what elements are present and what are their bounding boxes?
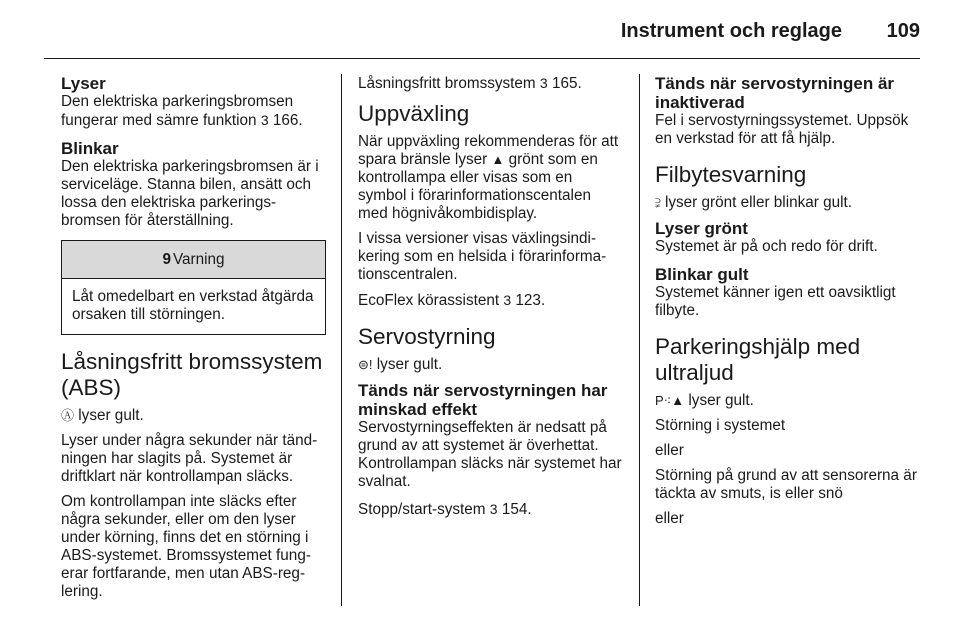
text-servo-reduced: Servostyrningseffekten är nedsatt på grund av att systemet är överhettat. Kontrollampan släcks när systemet har svalnat.	[358, 419, 622, 490]
column-divider-2	[639, 74, 640, 606]
warning-header	[62, 241, 325, 279]
column-3	[655, 74, 925, 535]
text-park-1: Störning i systemet	[655, 417, 786, 434]
text-lyser	[61, 93, 326, 130]
abs-lyser-text: lyser gult.	[78, 407, 144, 424]
text-abs-1: Lyser under några sekunder när tändningen har slagits på. Systemet är driftklart när kontrollampan släcks.	[61, 432, 318, 485]
lane-change-icon: ⫌	[655, 195, 661, 210]
ref-abs-text: Låsningsfritt bromssystem	[358, 75, 536, 92]
steering-warning-icon: ⊜!	[358, 357, 373, 372]
text-blinkar-gult: Systemet känner igen ett oavsiktligt filbyte.	[655, 284, 896, 319]
page-number: 109	[886, 20, 920, 42]
ref-arrow-icon: 3	[503, 292, 512, 308]
header-rule	[44, 58, 920, 59]
heading-uppvaxling: Uppväxling	[358, 101, 470, 126]
warning-icon: 9	[162, 250, 171, 268]
ref-arrow-icon: 3	[539, 75, 548, 91]
ref-eco-text: EcoFlex körassistent	[358, 292, 500, 309]
text-filbyte	[655, 194, 925, 212]
heading-filbytesvarning: Filbytesvarning	[655, 162, 807, 187]
text-park-3: Störning på grund av att sensorerna är täckta av smuts, is eller snö	[655, 467, 917, 502]
column-divider-1	[341, 74, 342, 606]
text-lyser-body: Den elektriska parkeringsbromsen fungerar med sämre funktion	[61, 93, 294, 129]
page-title: Instrument och reglage	[620, 20, 842, 42]
section-lyser	[61, 74, 326, 130]
text-park-4: eller	[655, 510, 684, 527]
column-1	[61, 74, 326, 608]
text-lyser-gront: Systemet är på och redo för drift.	[655, 238, 878, 255]
section-servo-reduced	[358, 381, 623, 491]
ref-page: 154.	[501, 501, 532, 518]
heading-servostyrning: Servostyrning	[358, 324, 496, 349]
section-servo-inactive	[655, 74, 925, 148]
ref-abs	[358, 74, 623, 93]
abs-icon: Ⓐ	[61, 408, 75, 423]
text-uppvaxling-1	[358, 133, 623, 223]
filbyte-text: lyser grönt eller blinkar gult.	[664, 194, 853, 211]
parking-assist-icon: P⁖▲	[655, 393, 685, 408]
heading-blinkar: Blinkar	[61, 139, 119, 158]
upp-text-a: När uppväxling rekommenderas för att spara bränsle lyser	[358, 133, 619, 168]
heading-servo-reduced: Tänds när servostyrningen har minskad effekt	[358, 381, 608, 419]
text-servo-inactive: Fel i servostyrningssystemet. Uppsök en verkstad för att få hjälp.	[655, 112, 909, 147]
park-lyser-text: lyser gult.	[688, 392, 754, 409]
heading-parkeringshjalp: Parkeringshjälp med ultraljud	[655, 334, 861, 385]
section-lyser-gront	[655, 219, 925, 256]
upp-text-b: grönt som en kontrollampa eller visas som en symbol i förarinformationscentalen med högnivåkombidisplay.	[358, 151, 598, 222]
text-park-2: eller	[655, 442, 684, 459]
ref-arrow-icon: 3	[489, 501, 498, 517]
heading-abs: Låsningsfritt bromssystem (ABS)	[61, 349, 323, 400]
ref-stopstart	[358, 500, 623, 519]
warning-title: Varning	[172, 250, 225, 268]
ref-page: 123.	[515, 292, 546, 309]
ref-arrow-icon: 3	[260, 112, 269, 128]
ref-page: 166.	[272, 112, 303, 129]
section-blinkar-gult	[655, 265, 925, 320]
section-blinkar	[61, 139, 326, 230]
text-blinkar: Den elektriska parkeringsbromsen är i serviceläge. Stanna bilen, ansätt och lossa den elektriska parkeringsbromsen för återställning.	[61, 158, 319, 229]
ref-ecoflex	[358, 291, 623, 310]
warning-body: Låt omedelbart en verkstad åtgärda orsaken till störningen.	[72, 288, 314, 323]
ref-stop-text: Stopp/start-system	[358, 501, 486, 518]
text-abs-2: Om kontrollampan inte släcks efter några sekunder, eller om den lyser under körning, finns det en störning i ABS-systemet. Bromssystemet fungerar fortfarande, men utan ABS-reglering.	[61, 493, 311, 600]
warning-box	[61, 240, 326, 335]
text-abs-lyser	[61, 407, 326, 425]
shift-up-icon: ▲	[491, 152, 505, 167]
text-park-lyser	[655, 392, 925, 410]
column-2	[358, 74, 623, 526]
page-header	[0, 0, 960, 60]
servo-lyser-text: lyser gult.	[376, 356, 443, 373]
heading-blinkar-gult: Blinkar gult	[655, 265, 749, 284]
heading-servo-inactive: Tänds när servostyrningen är inaktiverad	[655, 74, 895, 112]
ref-page: 165.	[551, 75, 582, 92]
heading-lyser: Lyser	[61, 74, 106, 93]
heading-lyser-gront: Lyser grönt	[655, 219, 748, 238]
text-uppvaxling-2: I vissa versioner visas växlingsindikering som en helsida i förarinformationscentralen.	[358, 230, 607, 283]
text-servo-lyser	[358, 356, 623, 374]
